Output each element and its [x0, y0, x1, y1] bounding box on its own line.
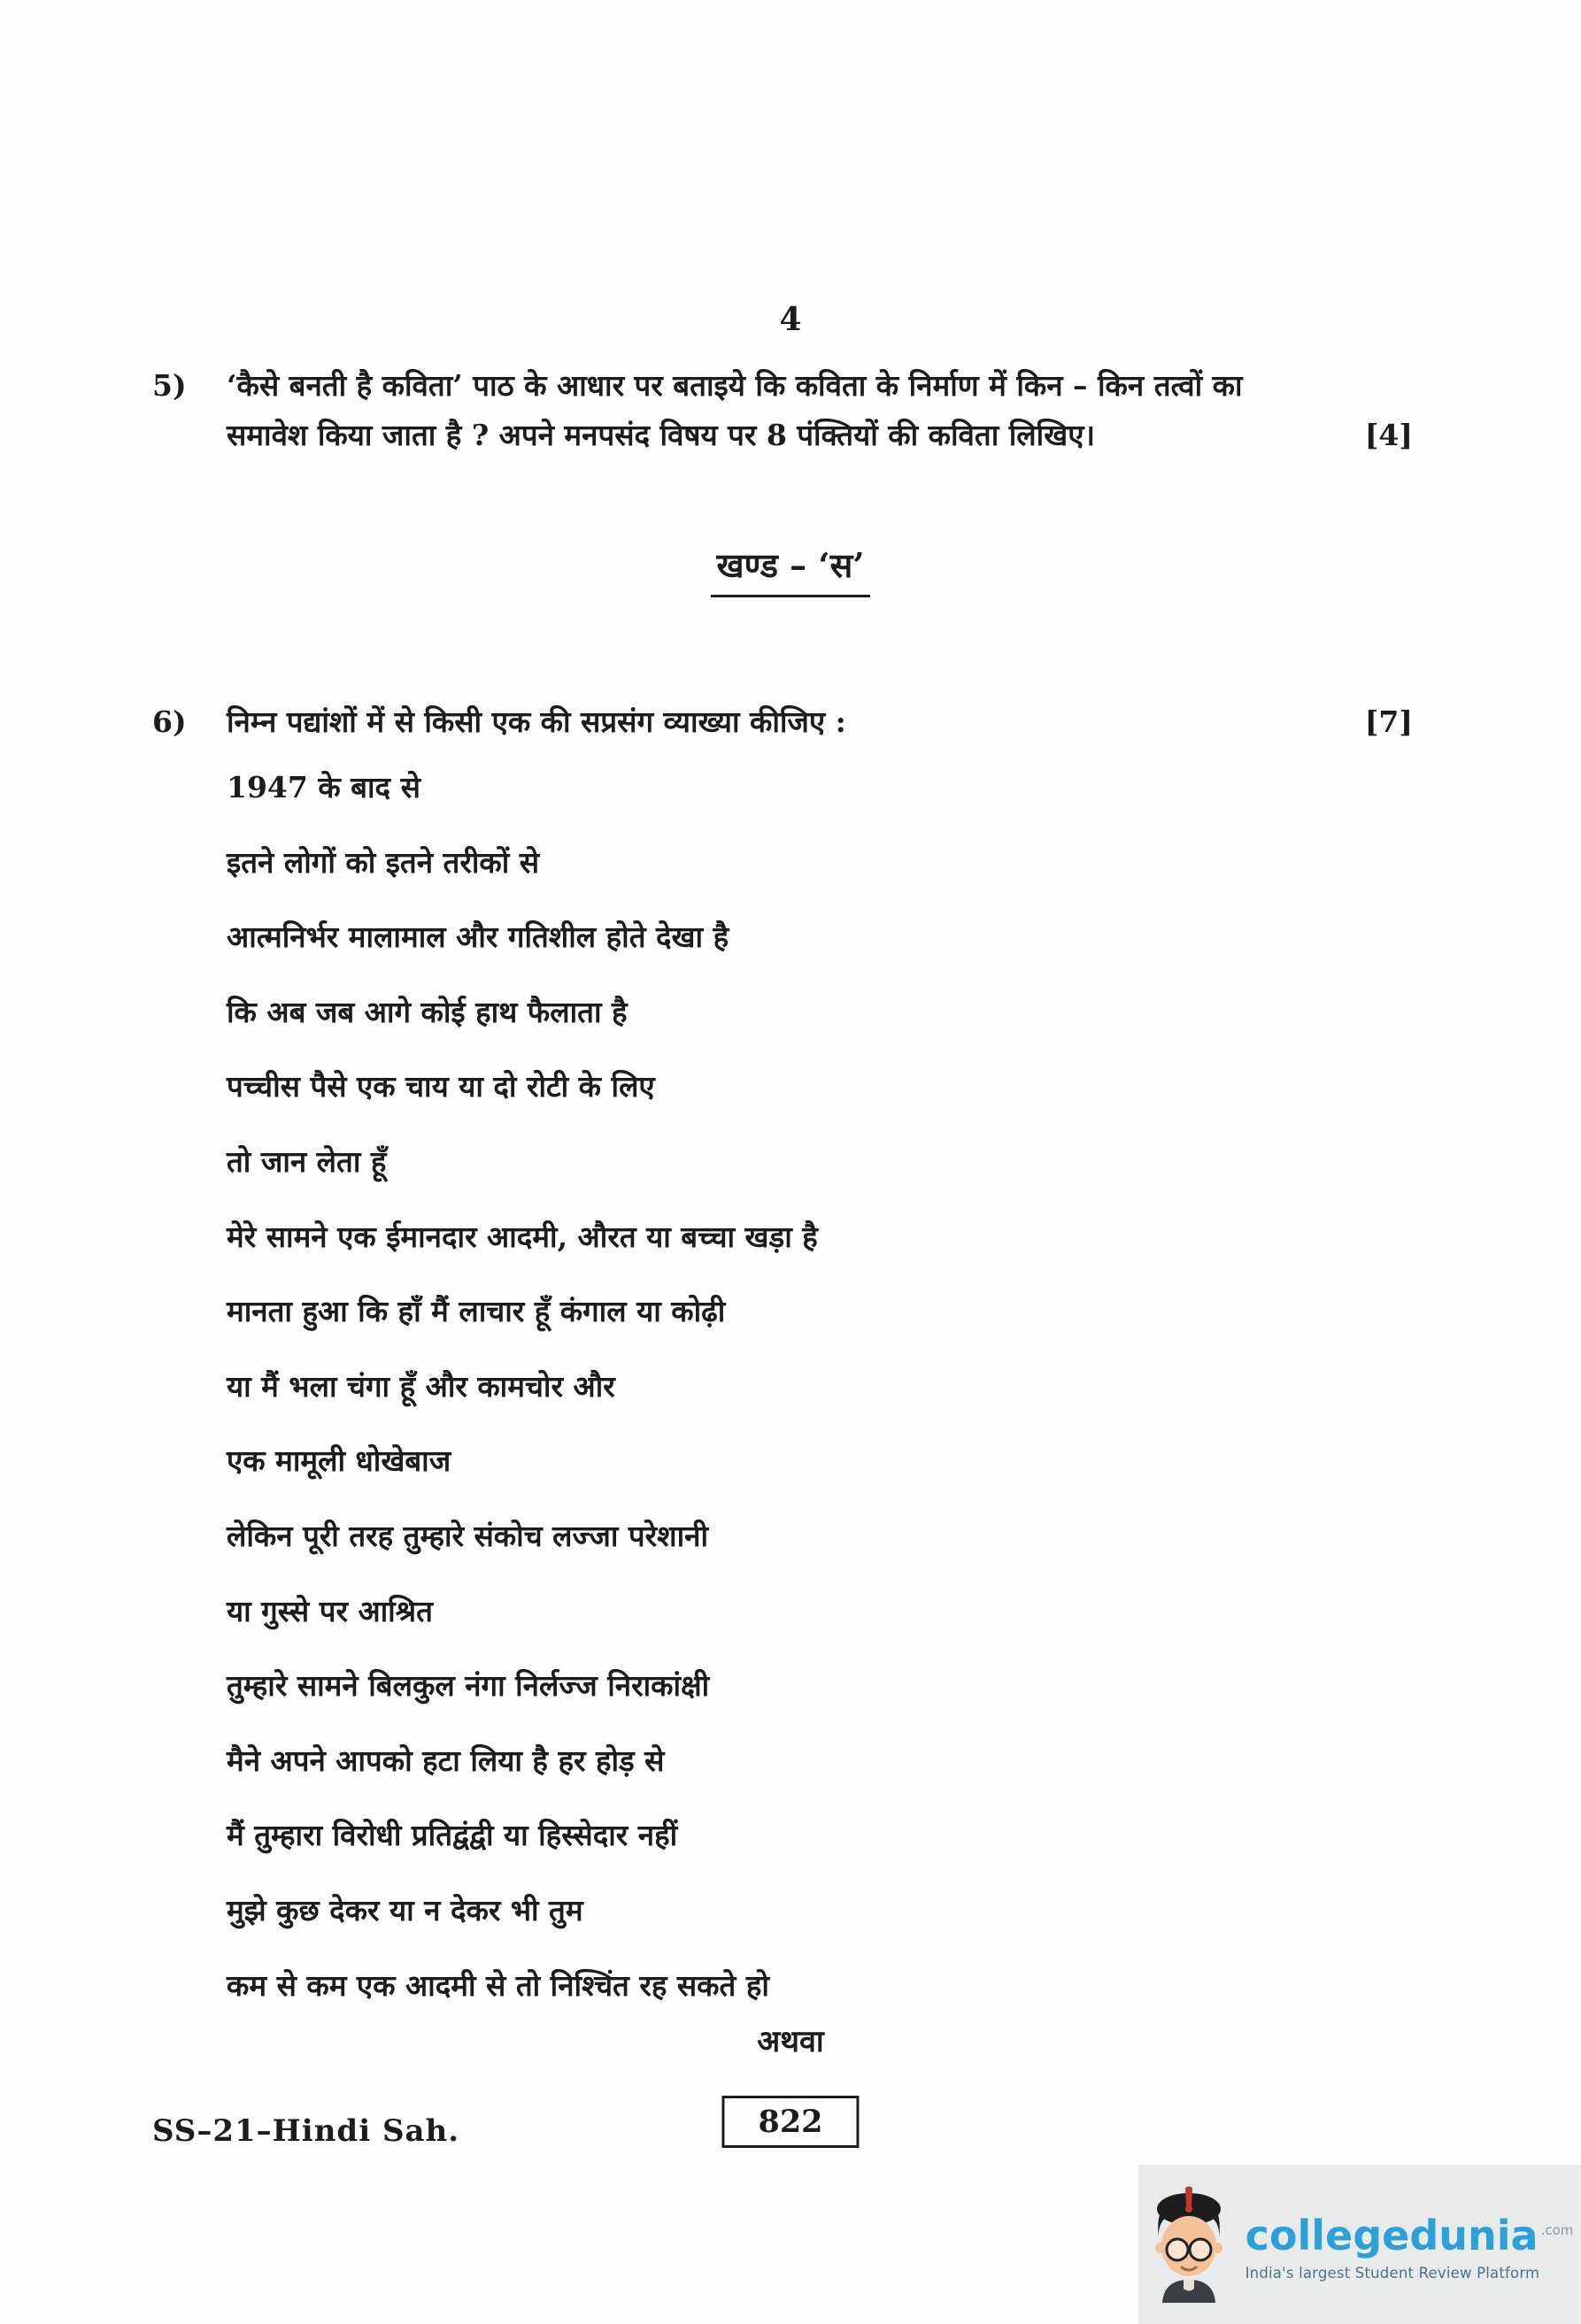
poem-line: मेरे सामने एक ईमानदार आदमी, औरत या बच्चा खड़ा है: [227, 1219, 818, 1254]
paper-code: SS–21–Hindi Sah.: [152, 2113, 460, 2149]
section-heading-wrap: [0, 542, 1581, 597]
poem-line: मैं तुम्हारा विरोधी प्रतिद्वंद्वी या हिस्सेदार नहीं: [227, 1818, 678, 1853]
poem-line: मैने अपने आपको हटा लिया है हर होड़ से: [227, 1743, 665, 1778]
poem-line: पच्चीस पैसे एक चाय या दो रोटी के लिए: [227, 1069, 655, 1104]
question-6-text: निम्न पद्यांशों में से किसी एक की सप्रसंग व्याख्या कीजिए :: [227, 704, 846, 739]
poem-line: आत्मनिर्भर मालामाल और गतिशील होते देखा है: [227, 920, 729, 955]
poem-line: मुझे कुछ देकर या न देकर भी तुम: [227, 1892, 583, 1928]
poem-line: या गुस्से पर आश्रित: [227, 1593, 433, 1628]
collegedunia-mascot-icon: [1146, 2186, 1231, 2303]
poem-line: इतने लोगों को इतने तरीकों से: [227, 844, 540, 880]
brand-wordmark: collegedunia: [1245, 2211, 1539, 2259]
poem-line: मानता हुआ कि हाँ मैं लाचार हूँ कंगाल या कोढ़ी: [227, 1294, 726, 1329]
poem-line: एक मामूली धोखेबाज: [227, 1443, 451, 1479]
brand-suffix: .com: [1540, 2221, 1574, 2238]
poem-line: या मैं भला चंगा हूँ और कामचोर और: [227, 1368, 615, 1404]
brand-tagline: India's largest Student Review Platform: [1245, 2264, 1540, 2282]
poem-line: कम से कम एक आदमी से तो निश्चिंत रह सकते हो: [227, 1967, 769, 2003]
poem-line: लेकिन पूरी तरह तुम्हारे संकोच लज्जा परेशानी: [227, 1518, 709, 1553]
page-number: 4: [779, 301, 802, 338]
question-5-number: 5): [152, 368, 187, 403]
or-separator: अथवा: [757, 2024, 824, 2059]
question-6-marks: [7]: [1364, 704, 1413, 739]
poem-line: कि अब जब आगे कोई हाथ फैलाता है: [227, 994, 628, 1029]
question-6-number: 6): [152, 704, 187, 739]
question-6: [152, 697, 1413, 747]
poem-line: तो जान लेता हूँ: [227, 1143, 387, 1179]
question-5: [152, 361, 1413, 460]
brand-name: [1246, 2208, 1574, 2258]
poem-excerpt: [227, 768, 1413, 2041]
question-5-text: ‘कैसे बनती है कविता’ पाठ के आधार पर बताइये कि कविता के निर्माण में किन – किन तत्वों का समावेश किया जाता है ? अपने मनपसंद विषय पर 8 पंक्तियों की कविता लिखिए।: [227, 368, 1243, 452]
poem-line: 1947 के बाद से: [227, 770, 420, 804]
question-5-marks: [4]: [1364, 418, 1413, 452]
section-heading: खण्ड – ‘स’: [711, 542, 869, 597]
collegedunia-branding: [1138, 2165, 1581, 2324]
page-code-box: 822: [721, 2096, 859, 2148]
poem-line: तुम्हारे सामने बिलकुल नंगा निर्लज्ज निराकांक्षी: [227, 1668, 710, 1704]
brand-text: [1246, 2208, 1574, 2282]
